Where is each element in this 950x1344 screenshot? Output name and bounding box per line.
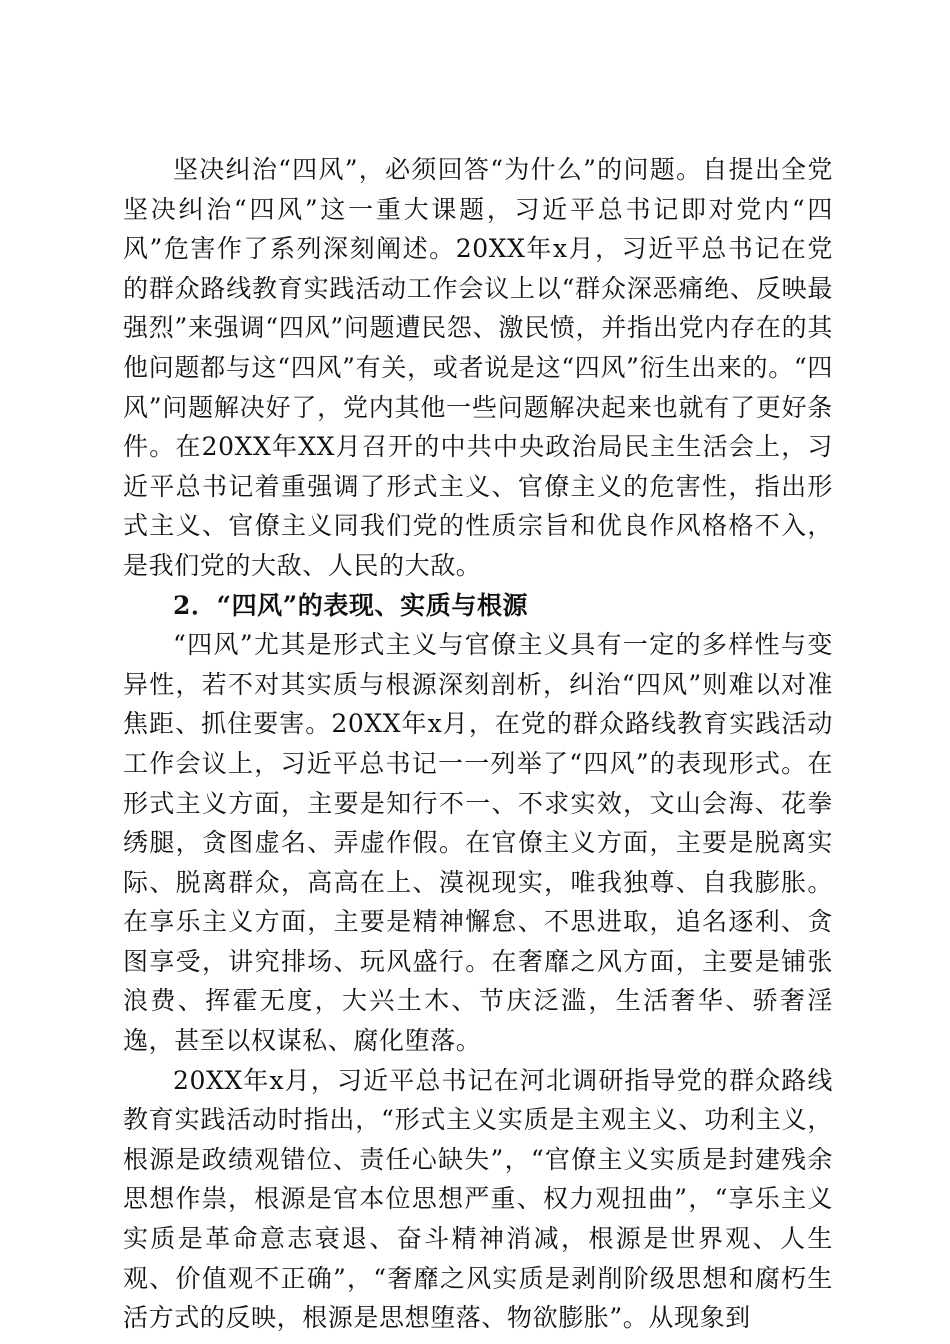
paragraph-four-winds-forms: “四风”尤其是形式主义与官僚主义具有一定的多样性与变异性，若不对其实质与根源深刻剖析，纠治“四风”则难以对准焦距、抓住要害。20XX年x月，在党的群众路线教育实践活动工作会议上，习近平总书记一一列举了“四风”的表现形式。在形式主义方面，主要是知行不一、不求实效，文山会海、花拳绣腿，贪图虚名、弄虚作假。在官僚主义方面，主要是脱离实际、脱离群众，高高在上、漠视现实，唯我独尊、自我膨胀。在享乐主义方面，主要是精神懈怠、不思进取，追名逐利、贪图享受，讲究排场、玩风盛行。在奢靡之风方面，主要是铺张浪费、挥霍无度，大兴土木、节庆泛滥，生活奢华、骄奢淫逸，甚至以权谋私、腐化堕落。 — [123, 630, 833, 1056]
section-heading-2: 2．“四风”的表现、实质与根源 — [173, 590, 529, 620]
document-page — [123, 150, 833, 1338]
paragraph-four-winds-essence: 20XX年x月，习近平总书记在河北调研指导党的群众路线教育实践活动时指出，“形式主义实质是主观主义、功利主义，根源是政绩观错位、责任心缺失”，“官僚主义实质是封建残余思想作祟，根源是官本位思想严重、权力观扭曲”，“享乐主义实质是革命意志衰退、奋斗精神消减，根源是世界观、人生观、价值观不正确”，“奢靡之风实质是剥削阶级思想和腐朽生活方式的反映，根源是思想堕落、物欲膨胀”。从现象到 — [123, 1065, 833, 1333]
paragraph-four-winds-harm: 坚决纠治“四风”，必须回答“为什么”的问题。自提出全党坚决纠治“四风”这一重大课题，习近平总书记即对党内“四风”危害作了系列深刻阐述。20XX年x月，习近平总书记在党的群众路线教育实践活动工作会议上以“群众深恶痛绝、反映最强烈”来强调“四风”问题遭民怨、激民愤，并指出党内存在的其他问题都与这“四风”有关，或者说是这“四风”衍生出来的。“四风”问题解决好了，党内其他一些问题解决起来也就有了更好条件。在20XX年XX月召开的中共中央政治局民主生活会上，习近平总书记着重强调了形式主义、官僚主义的危害性，指出形式主义、官僚主义同我们党的性质宗旨和优良作风格格不入，是我们党的大敌、人民的大敌。 — [123, 155, 833, 580]
